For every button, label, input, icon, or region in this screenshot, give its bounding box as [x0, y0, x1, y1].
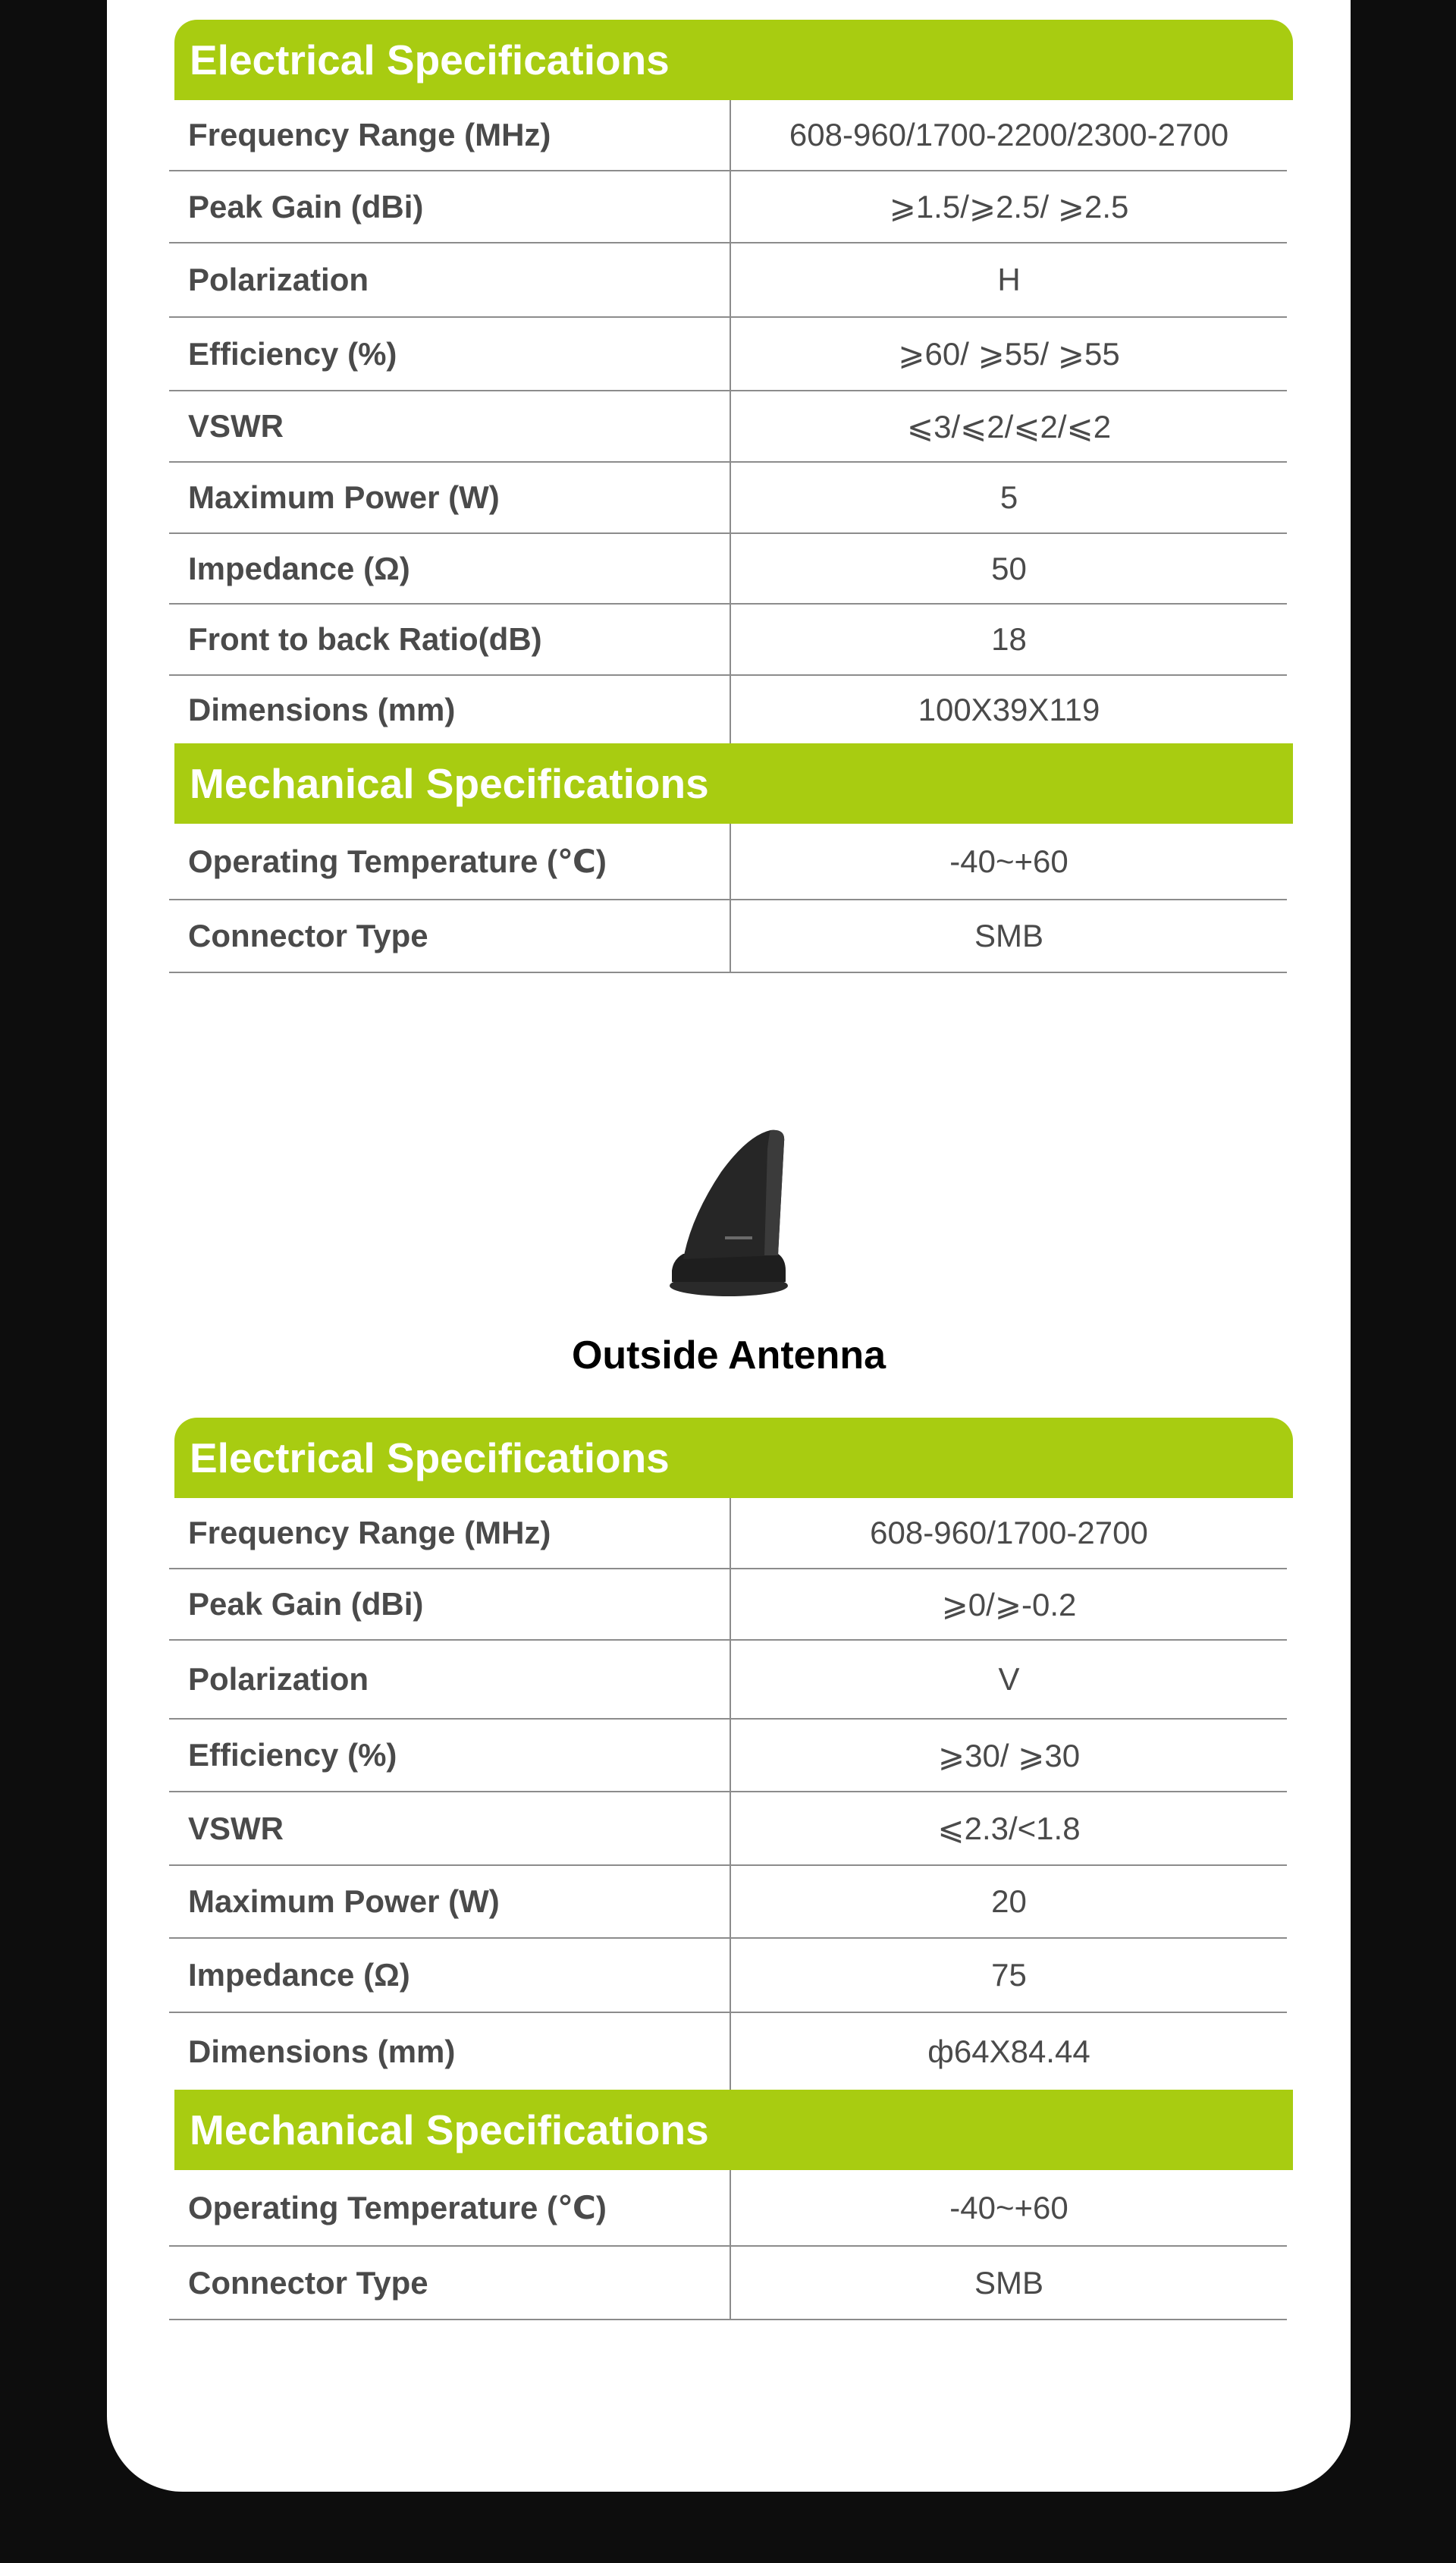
row-label: VSWR — [169, 391, 731, 461]
product-title: Outside Antenna — [571, 1333, 886, 1377]
table-row — [169, 676, 1287, 743]
table-row — [169, 900, 1287, 973]
row-value: V — [998, 1661, 1020, 1697]
row-value: ⩾0/⩾-0.2 — [941, 1586, 1077, 1622]
table-row — [169, 534, 1287, 605]
table-row — [169, 1939, 1287, 2013]
table-row — [169, 318, 1287, 391]
row-value: ⩽2.3/<1.8 — [937, 1811, 1081, 1846]
row-value: 608-960/1700-2200/2300-2700 — [789, 117, 1229, 152]
table-row — [169, 2013, 1287, 2090]
shark-fin-antenna-icon — [664, 1126, 793, 1301]
row-label: Peak Gain (dBi) — [169, 1569, 731, 1639]
row-label: Connector Type — [169, 900, 731, 972]
row-label: Connector Type — [169, 2247, 731, 2319]
row-label: Frequency Range (MHz) — [169, 1498, 731, 1568]
row-value: ⩾1.5/⩾2.5/ ⩾2.5 — [889, 189, 1129, 225]
table-row — [169, 391, 1287, 463]
table-row — [169, 824, 1287, 900]
electrical-specs-header: Electrical Specifications — [174, 20, 1293, 100]
row-label: Dimensions (mm) — [169, 676, 731, 743]
row-label: Maximum Power (W) — [169, 1866, 731, 1937]
row-label: Operating Temperature (℃) — [169, 824, 731, 899]
row-label: Operating Temperature (℃) — [169, 2170, 731, 2245]
table-row — [169, 463, 1287, 534]
table-row — [169, 1498, 1287, 1569]
row-label: Impedance (Ω) — [169, 1939, 731, 2012]
row-label: Peak Gain (dBi) — [169, 171, 731, 242]
spec-section-2 — [169, 1418, 1287, 2320]
table-row — [169, 605, 1287, 676]
row-value: 100X39X119 — [918, 691, 1100, 727]
row-value: 20 — [991, 1883, 1027, 1919]
table-row — [169, 243, 1287, 318]
row-label: Polarization — [169, 243, 731, 316]
row-value: -40~+60 — [949, 2189, 1068, 2225]
mechanical-specs-header: Mechanical Specifications — [174, 743, 1293, 824]
table-row — [169, 1720, 1287, 1792]
table-row — [169, 2247, 1287, 2320]
row-value: ⩾30/ ⩾30 — [937, 1737, 1081, 1773]
row-value: H — [997, 262, 1021, 297]
spec-section-1 — [169, 20, 1287, 973]
table-row — [169, 2170, 1287, 2247]
table-row — [169, 1641, 1287, 1720]
spec-card — [107, 0, 1351, 2492]
row-label: Polarization — [169, 1641, 731, 1718]
table-row — [169, 1569, 1287, 1641]
row-value: SMB — [974, 2264, 1043, 2301]
row-value: 75 — [991, 1957, 1027, 1993]
table-row — [169, 171, 1287, 243]
row-value: ⩽3/⩽2/⩽2/⩽2 — [906, 408, 1112, 444]
row-value: -40~+60 — [949, 843, 1068, 879]
table-row — [169, 1792, 1287, 1866]
row-label: Front to back Ratio(dB) — [169, 605, 731, 674]
row-label: Efficiency (%) — [169, 1720, 731, 1791]
product-block — [107, 1126, 1351, 1378]
row-label: Maximum Power (W) — [169, 463, 731, 532]
row-value: 608-960/1700-2700 — [870, 1515, 1148, 1550]
mechanical-specs-header: Mechanical Specifications — [174, 2090, 1293, 2170]
row-value: ⩾60/ ⩾55/ ⩾55 — [898, 336, 1120, 372]
table-row — [169, 100, 1287, 171]
row-label: Frequency Range (MHz) — [169, 100, 731, 170]
row-label: Efficiency (%) — [169, 318, 731, 390]
row-value: SMB — [974, 918, 1043, 953]
row-label: Impedance (Ω) — [169, 534, 731, 603]
row-value: 18 — [991, 621, 1027, 657]
row-value: ф64X84.44 — [927, 2033, 1090, 2069]
row-value: 50 — [991, 550, 1027, 586]
table-row — [169, 1866, 1287, 1939]
row-value: 5 — [999, 479, 1018, 515]
electrical-specs-header: Electrical Specifications — [174, 1418, 1293, 1498]
row-label: Dimensions (mm) — [169, 2013, 731, 2090]
row-label: VSWR — [169, 1792, 731, 1864]
